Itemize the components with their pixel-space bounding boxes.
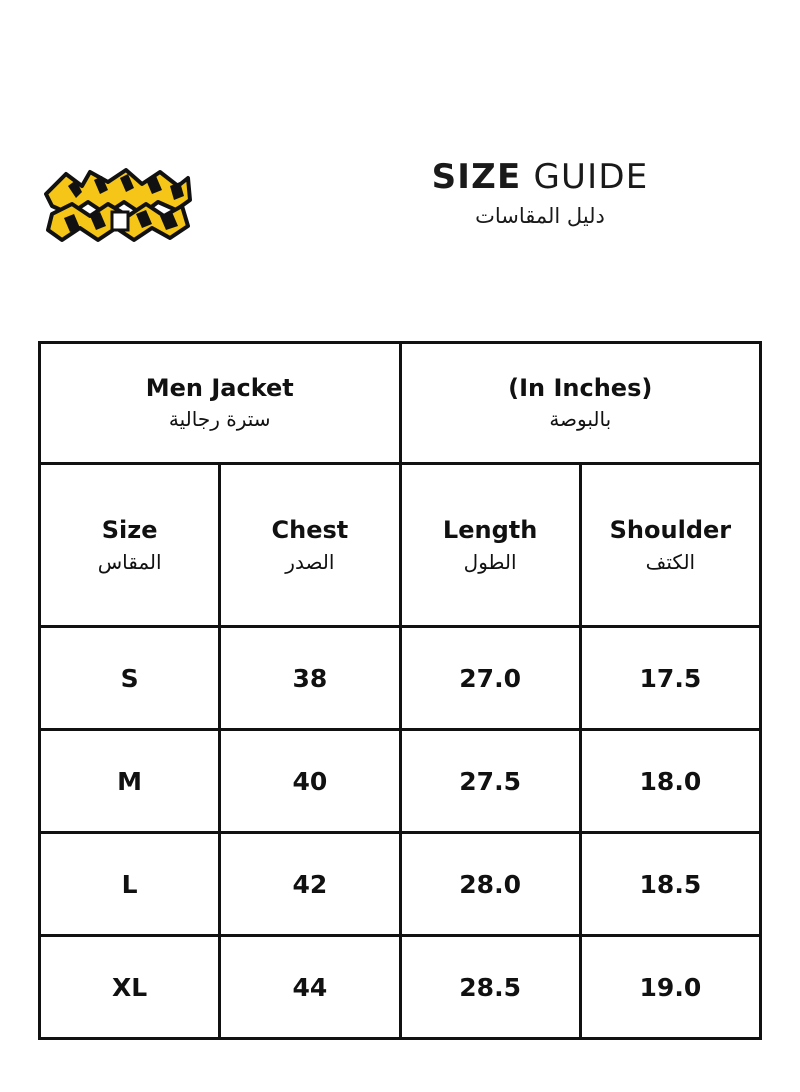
column-header-length <box>400 464 580 627</box>
column-header-size <box>40 464 220 627</box>
cell-size: S <box>40 627 220 730</box>
cell-size: L <box>40 833 220 936</box>
column-header-shoulder <box>580 464 760 627</box>
table-row <box>40 730 761 833</box>
cell-chest: 40 <box>220 730 400 833</box>
column-header-size-en: Size <box>101 516 158 544</box>
category-cell <box>40 343 401 464</box>
cell-chest: 38 <box>220 627 400 730</box>
campus-sutra-logo <box>38 156 198 266</box>
table-row <box>40 936 761 1039</box>
unit-label-en: (In Inches) <box>508 374 653 403</box>
column-header-chest-en: Chest <box>271 516 349 544</box>
title-arabic: دليل المقاسات <box>475 203 605 228</box>
cell-length: 28.5 <box>400 936 580 1039</box>
cell-chest: 44 <box>220 936 400 1039</box>
cell-length: 27.0 <box>400 627 580 730</box>
title-english-bold: SIZE <box>431 157 522 197</box>
cell-size: XL <box>40 936 220 1039</box>
page-title <box>330 157 750 228</box>
cell-chest: 42 <box>220 833 400 936</box>
column-header-shoulder-ar: الكتف <box>645 550 696 574</box>
cell-shoulder: 18.0 <box>580 730 760 833</box>
category-label-en: Men Jacket <box>145 374 294 403</box>
cell-shoulder: 18.5 <box>580 833 760 936</box>
cell-size: M <box>40 730 220 833</box>
cell-length: 27.5 <box>400 730 580 833</box>
cell-shoulder: 19.0 <box>580 936 760 1039</box>
title-english-light: GUIDE <box>533 157 649 197</box>
unit-cell <box>400 343 761 464</box>
column-header-chest <box>220 464 400 627</box>
table-header-row <box>40 464 761 627</box>
title-english <box>330 157 750 197</box>
table-row <box>40 627 761 730</box>
page-header <box>38 150 762 280</box>
column-header-chest-ar: الصدر <box>285 550 335 574</box>
cell-length: 28.0 <box>400 833 580 936</box>
column-header-shoulder-en: Shoulder <box>609 516 732 544</box>
column-header-length-en: Length <box>442 516 538 544</box>
size-chart-table <box>38 341 762 1040</box>
unit-label-ar: بالبوصة <box>549 406 612 431</box>
table-row <box>40 833 761 936</box>
table-category-row <box>40 343 761 464</box>
column-header-size-ar: المقاس <box>97 550 162 574</box>
cell-shoulder: 17.5 <box>580 627 760 730</box>
category-label-ar: سترة رجالية <box>168 406 271 431</box>
column-header-length-ar: الطول <box>463 550 517 574</box>
